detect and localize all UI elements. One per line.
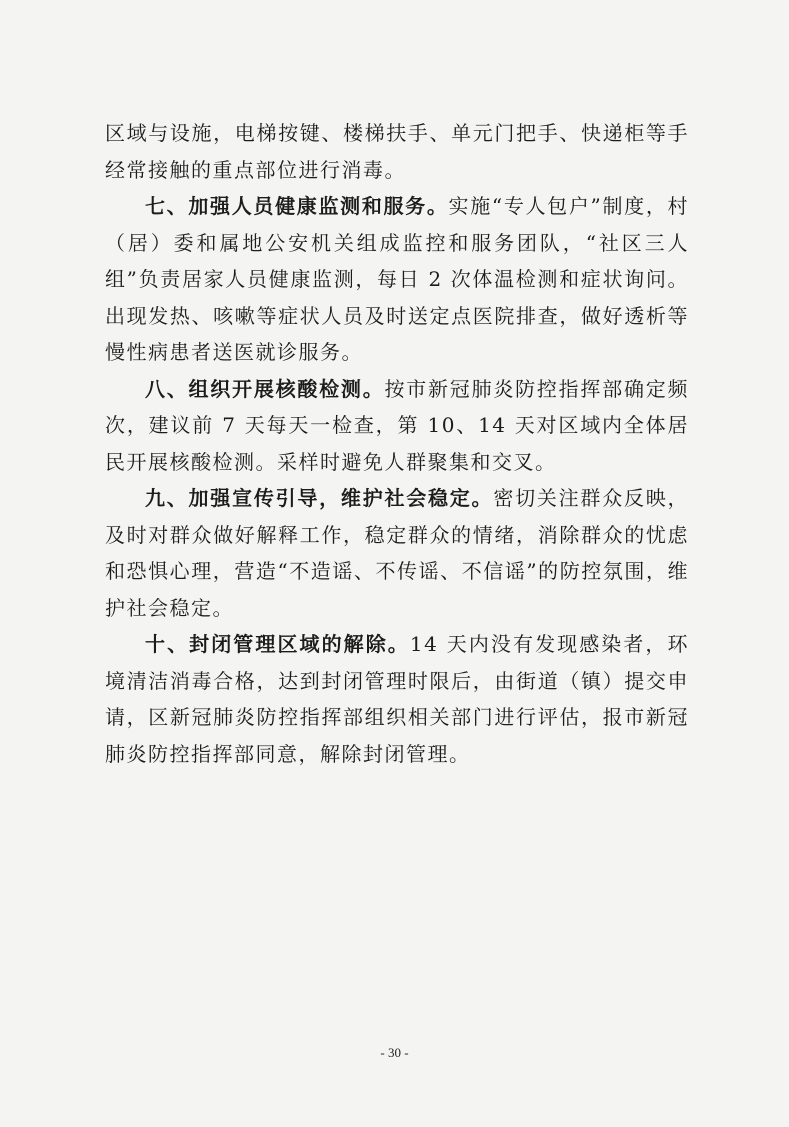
paragraph-disinfection-continued: [105, 115, 689, 188]
section-heading: 七、加强人员健康监测和服务。: [145, 194, 449, 218]
section-eight-nucleic-acid-testing: [105, 371, 689, 481]
section-ten-lifting-closure: [105, 626, 689, 772]
paragraph-body: 实施“专人包户”制度，村（居）委和属地公安机关组成监控和服务团队，“社区三人组”负责居家人员健康监测，每日 2 次体温检测和症状询问。出现发热、咳嗽等症状人员及时送定点医院排查，做好透析等慢性病患者送医就诊服务。: [105, 194, 689, 364]
paragraph-body: 密切关注群众反映，及时对群众做好解释工作，稳定群众的情绪，消除群众的忧虑和恐惧心理，营造“不造谣、不传谣、不信谣”的防控氛围，维护社会稳定。: [105, 486, 690, 620]
paragraph-body: 区域与设施，电梯按键、楼梯扶手、单元门把手、快递柜等手经常接触的重点部位进行消毒。: [105, 121, 689, 182]
page-number: - 30 -: [380, 1045, 409, 1060]
section-heading: 十、封闭管理区域的解除。: [145, 632, 410, 656]
paragraph-body: 14 天内没有发现感染者，环境清洁消毒合格，达到封闭管理时限后，由街道（镇）提交申请，区新冠肺炎防控指挥部组织相关部门进行评估，报市新冠肺炎防控指挥部同意，解除封闭管理。: [105, 632, 690, 766]
section-heading: 九、加强宣传引导，维护社会稳定。: [145, 486, 494, 510]
section-nine-publicity-stability: [105, 480, 689, 626]
document-body: [105, 115, 689, 772]
section-seven-health-monitoring: [105, 188, 689, 371]
section-heading: 八、组织开展核酸检测。: [145, 376, 385, 401]
paragraph-body: 按市新冠肺炎防控指挥部确定频次，建议前 7 天每天一检查，第 10、14 天对区域内全体居民开展核酸检测。采样时避免人群聚集和交叉。: [105, 376, 690, 474]
